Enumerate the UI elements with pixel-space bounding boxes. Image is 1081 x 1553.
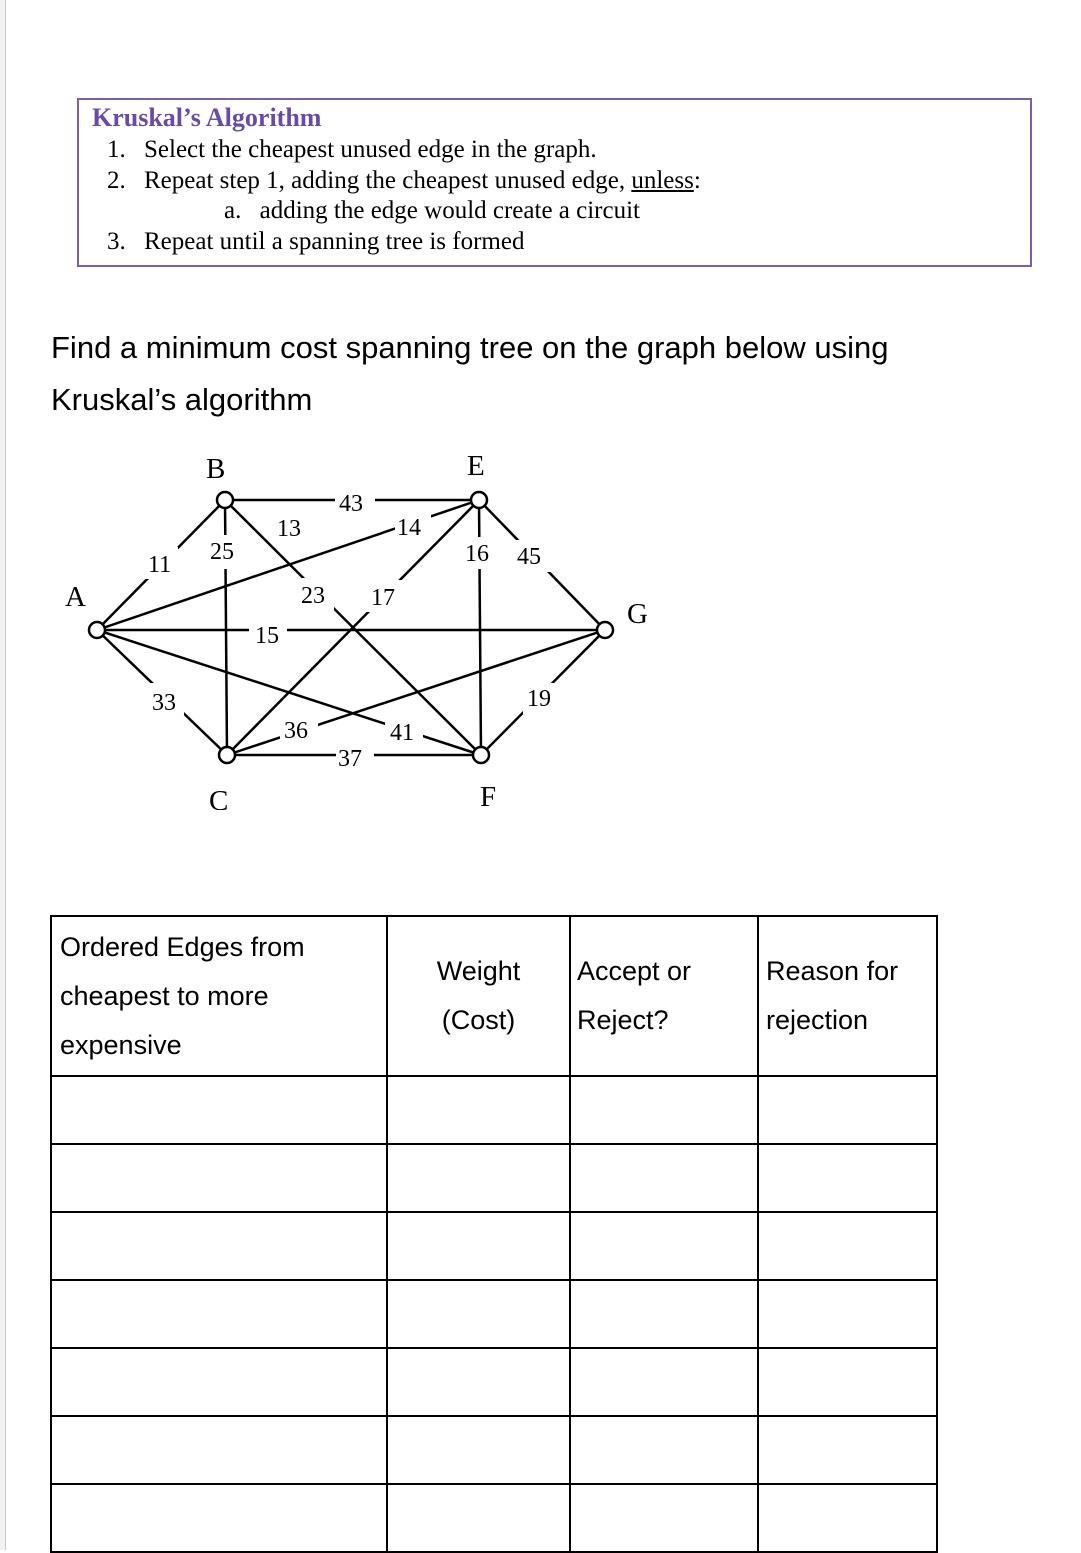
cell-accept-reject[interactable] <box>570 1484 758 1552</box>
cell-accept-reject[interactable] <box>570 1144 758 1212</box>
cell-weight[interactable] <box>387 1348 570 1416</box>
cell-weight[interactable] <box>387 1144 570 1212</box>
vertex-label-f: F <box>480 781 497 810</box>
header-reason <box>758 916 937 1076</box>
cell-edge[interactable] <box>51 1076 387 1144</box>
header-ordered-edges-line-2: cheapest to more <box>60 980 269 1011</box>
cell-accept-reject[interactable] <box>570 1280 758 1348</box>
edge-label-19: 19 <box>527 686 551 712</box>
cell-accept-reject[interactable] <box>570 1348 758 1416</box>
cell-reason[interactable] <box>758 1484 937 1552</box>
page-left-edge <box>0 0 6 1550</box>
cell-weight[interactable] <box>387 1484 570 1552</box>
header-ordered-edges-line-1: Ordered Edges from <box>60 931 305 962</box>
vertex-f <box>473 747 489 763</box>
cell-accept-reject[interactable] <box>570 1416 758 1484</box>
edge-label-25: 25 <box>210 539 234 565</box>
step-number: 3. <box>107 228 126 255</box>
step-number: 2. <box>107 167 126 194</box>
vertex-c <box>219 747 235 763</box>
edge-label-37: 37 <box>338 746 362 772</box>
algorithm-step-2 <box>107 165 701 196</box>
cell-weight[interactable] <box>387 1212 570 1280</box>
table-row <box>51 1144 937 1212</box>
edge-label-11: 11 <box>148 552 172 578</box>
step-text: Repeat until a spanning tree is formed <box>144 228 525 255</box>
vertex-label-c: C <box>209 785 229 810</box>
header-reason-line-2: rejection <box>766 1005 869 1035</box>
cell-reason[interactable] <box>758 1144 937 1212</box>
vertex-b <box>217 492 233 508</box>
edge-label-41: 41 <box>390 720 414 746</box>
edge-label-15: 15 <box>255 623 279 649</box>
cell-edge[interactable] <box>51 1348 387 1416</box>
weighted-graph <box>55 440 675 810</box>
kruskal-table <box>50 915 938 1553</box>
edge-label-14: 14 <box>397 515 421 541</box>
step-text: Repeat step 1, adding the cheapest unused edge, <box>144 167 632 194</box>
edge-label-13: 13 <box>277 516 301 542</box>
header-ordered-edges <box>51 916 387 1076</box>
edge-label-17: 17 <box>371 585 395 611</box>
table-row <box>51 1280 937 1348</box>
header-weight-line-2: (Cost) <box>441 1005 516 1035</box>
vertex-label-g: G <box>627 598 648 630</box>
substep-text: adding the edge would create a circuit <box>259 197 640 224</box>
algorithm-step-2a <box>224 195 640 226</box>
table-row <box>51 1076 937 1144</box>
cell-weight[interactable] <box>387 1416 570 1484</box>
cell-edge[interactable] <box>51 1416 387 1484</box>
vertex-a <box>89 622 105 638</box>
step-text-colon: : <box>693 167 701 194</box>
cell-edge[interactable] <box>51 1280 387 1348</box>
table-row <box>51 1348 937 1416</box>
header-reason-line-1: Reason for <box>766 956 899 986</box>
step-text: Select the cheapest unused edge in the graph. <box>144 136 597 163</box>
vertex-g <box>597 622 613 638</box>
vertex-label-e: E <box>467 450 485 482</box>
cell-reason[interactable] <box>758 1416 937 1484</box>
edge-label-45: 45 <box>517 544 541 570</box>
step-underlined-word: unless <box>631 167 694 194</box>
header-ordered-edges-line-3: expensive <box>60 1029 182 1060</box>
algorithm-step-1 <box>107 134 597 165</box>
vertex-e <box>471 492 487 508</box>
cell-reason[interactable] <box>758 1076 937 1144</box>
cell-accept-reject[interactable] <box>570 1076 758 1144</box>
vertex-label-a: A <box>65 581 86 613</box>
algorithm-box <box>77 98 1032 267</box>
header-weight-line-1: Weight <box>436 956 521 986</box>
cell-weight[interactable] <box>387 1280 570 1348</box>
vertex-label-b: B <box>206 453 226 485</box>
algorithm-title: Kruskal’s Algorithm <box>92 103 322 132</box>
edge-label-43: 43 <box>339 491 363 517</box>
cell-reason[interactable] <box>758 1348 937 1416</box>
header-weight <box>387 916 570 1076</box>
edge-label-36: 36 <box>284 718 308 744</box>
cell-edge[interactable] <box>51 1212 387 1280</box>
table-row <box>51 1416 937 1484</box>
substep-letter: a. <box>224 197 242 224</box>
header-accept-reject <box>570 916 758 1076</box>
cell-weight[interactable] <box>387 1076 570 1144</box>
header-accept-reject-line-1: Accept or <box>577 956 692 986</box>
table-row <box>51 1484 937 1552</box>
algorithm-step-3 <box>107 226 524 257</box>
cell-accept-reject[interactable] <box>570 1212 758 1280</box>
problem-prompt: Find a minimum cost spanning tree on the graph below using Kruskal’s algorithm <box>51 330 889 417</box>
table-row <box>51 1212 937 1280</box>
cell-reason[interactable] <box>758 1212 937 1280</box>
step-number: 1. <box>107 136 126 163</box>
edge-label-33: 33 <box>152 690 176 716</box>
header-accept-reject-line-2: Reject? <box>577 1005 669 1035</box>
edge-label-16: 16 <box>465 541 489 567</box>
table-header-row <box>51 916 937 1076</box>
cell-edge[interactable] <box>51 1144 387 1212</box>
edge-label-23: 23 <box>301 583 325 609</box>
cell-edge[interactable] <box>51 1484 387 1552</box>
cell-reason[interactable] <box>758 1280 937 1348</box>
